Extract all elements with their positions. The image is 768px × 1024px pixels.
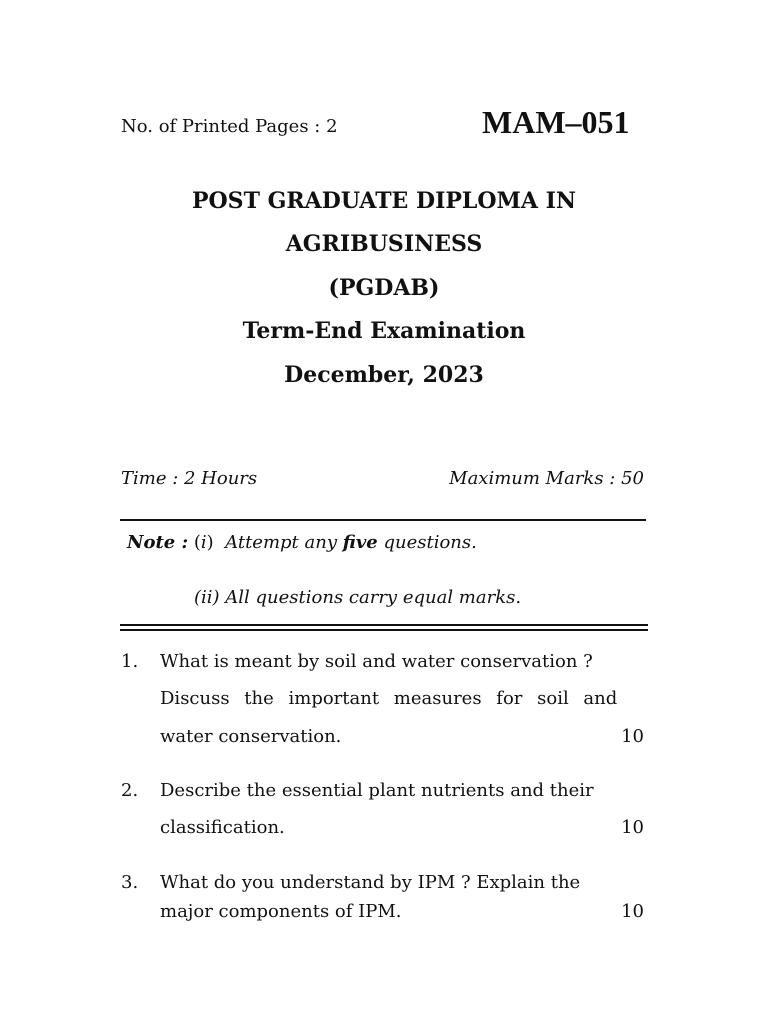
note-item-2-number: (ii) bbox=[194, 587, 220, 608]
question-1-line-2 bbox=[160, 688, 646, 709]
note-item-1-bold: five bbox=[342, 532, 378, 553]
question-2-line-2: classification. bbox=[160, 817, 285, 838]
title-line-1: POST GRADUATE DIPLOMA IN bbox=[191, 188, 577, 214]
question-1-line-1: What is meant by soil and water conservation ? bbox=[160, 651, 593, 672]
title-line-3: (PGDAB) bbox=[328, 275, 440, 301]
note-line-1 bbox=[127, 532, 477, 553]
note-label: Note : bbox=[127, 532, 189, 553]
paper-code: MAM–051 bbox=[482, 104, 630, 140]
title-line-5: December, 2023 bbox=[284, 362, 484, 388]
note-item-2-text: All questions carry equal marks. bbox=[225, 587, 522, 608]
note-line-2 bbox=[194, 587, 521, 608]
question-2-line-1: Describe the essential plant nutrients and their bbox=[160, 780, 594, 801]
double-rule-top bbox=[120, 624, 648, 626]
question-1-line-3: water conservation. bbox=[160, 726, 342, 747]
note-item-1-number: (i) bbox=[193, 532, 214, 553]
question-3-line-1: What do you understand by IPM ? Explain the bbox=[160, 872, 581, 893]
title-line-2: AGRIBUSINESS bbox=[285, 231, 483, 257]
question-1-number: 1. bbox=[121, 651, 139, 672]
question-2-number: 2. bbox=[121, 780, 139, 801]
divider-rule bbox=[120, 519, 646, 521]
exam-time: Time : 2 Hours bbox=[121, 468, 258, 489]
question-1-marks: 10 bbox=[621, 726, 644, 747]
printed-pages-label: No. of Printed Pages : 2 bbox=[121, 116, 338, 137]
question-3-marks: 10 bbox=[621, 901, 644, 922]
note-item-1-pre: Attempt any bbox=[225, 532, 337, 553]
question-1-line-2-text: Discuss the important measures for soil and bbox=[160, 688, 618, 709]
question-3-line-2: major components of IPM. bbox=[160, 901, 402, 922]
maximum-marks: Maximum Marks : 50 bbox=[449, 468, 644, 489]
title-line-4: Term-End Examination bbox=[242, 318, 526, 344]
double-rule-bottom bbox=[120, 629, 648, 631]
note-item-1-post: questions. bbox=[383, 532, 477, 553]
question-3-number: 3. bbox=[121, 872, 139, 893]
question-2-marks: 10 bbox=[621, 817, 644, 838]
